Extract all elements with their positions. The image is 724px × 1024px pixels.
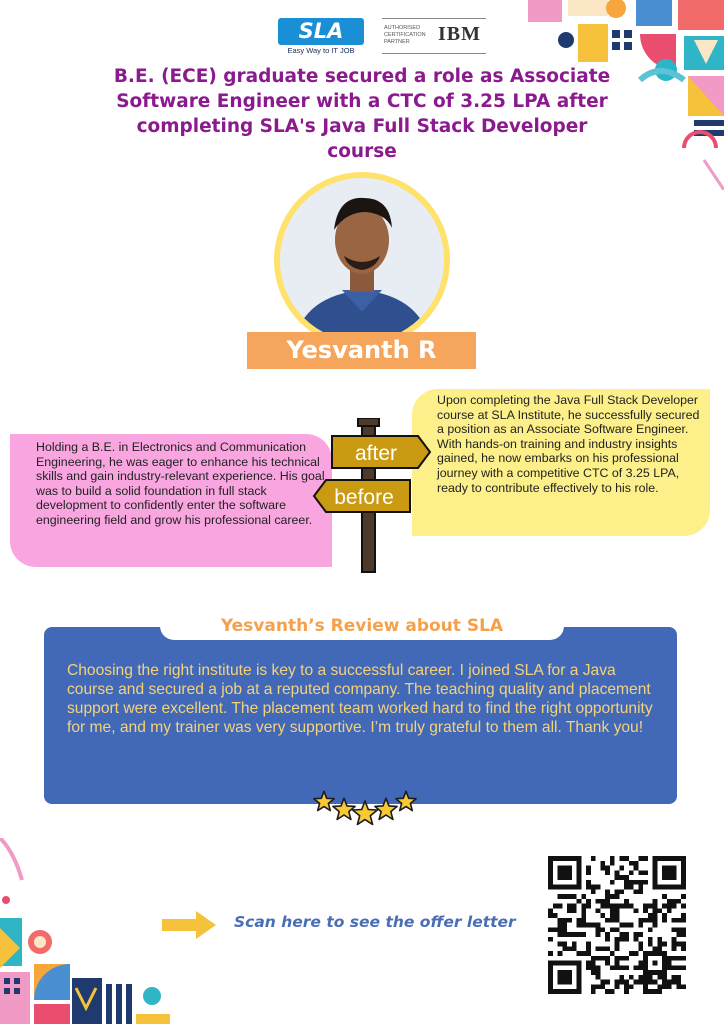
before-story: Holding a B.E. in Electronics and Communication Engineering, he was eager to enhance his technical skills and gain industry-relevant experience. His goal was to build a solid foundation in full stack development to confidently enter the software engineering field and grow his professional career.	[36, 440, 325, 527]
scan-cta-text: Scan here to see the offer letter	[234, 913, 516, 931]
star-icon	[333, 798, 355, 819]
decorative-pattern-bottom-left	[0, 838, 170, 1024]
ibm-partner-logo	[382, 18, 486, 54]
header-logos	[276, 16, 486, 56]
review-title: Yesvanth’s Review about SLA	[160, 612, 564, 640]
star-icon	[353, 801, 378, 825]
review-text: Choosing the right institute is key to a successful career. I joined SLA for a Java course and secured a job at a reputed company. The teaching quality and placement support were excellent. The placement team worked hard to find the right opportunity for me, and my trainer was very supportive. I’m truly grateful to them all. Thank you!	[67, 662, 653, 736]
rating-stars	[310, 784, 420, 834]
student-name: Yesvanth R	[247, 332, 476, 369]
headline: B.E. (ECE) graduate secured a role as Associate Software Engineer with a CTC of 3.25 LPA after completing SLA's Java Full Stack Developer course	[113, 66, 611, 162]
before-sign-label: before	[334, 486, 394, 509]
person-icon	[280, 178, 444, 342]
student-photo	[280, 178, 444, 342]
before-after-signpost	[312, 418, 432, 574]
star-icon	[375, 798, 397, 819]
ibm-wordmark: IBM	[438, 23, 481, 45]
sla-logo-mark: SLA	[278, 18, 364, 45]
after-story: Upon completing the Java Full Stack Developer course at SLA Institute, he successfully secured a position as an Associate Software Engineer. With hands-on training and industry insights gained, he now embarks on his professional journey with a competitive CTC of 3.25 LPA, ready to contribute effectively to his role.	[437, 393, 700, 495]
star-icon	[314, 791, 334, 810]
sla-logo	[276, 16, 366, 56]
after-sign-label: after	[354, 442, 398, 465]
sla-tagline: Easy Way to IT JOB	[287, 46, 355, 55]
offer-letter-qr-code[interactable]	[548, 856, 686, 994]
arrow-right-icon	[160, 910, 218, 940]
partner-caption: AUTHORISED CERTIFICATION PARTNER	[384, 25, 426, 45]
star-icon	[396, 791, 416, 810]
